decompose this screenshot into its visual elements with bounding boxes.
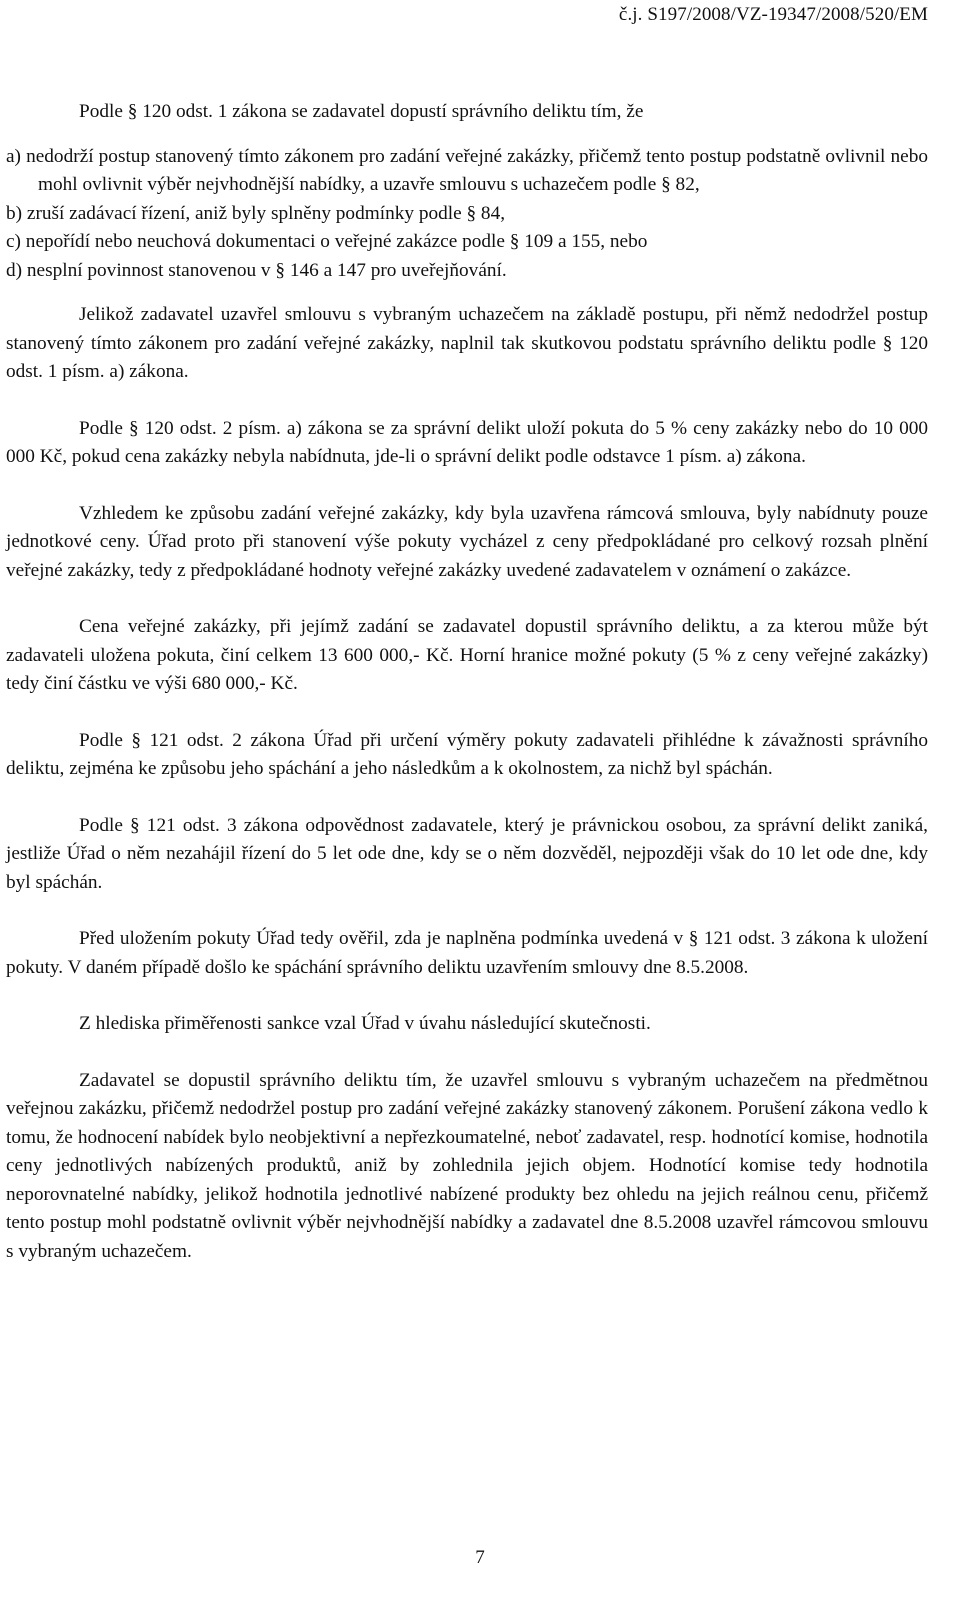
offense-list xyxy=(6,143,928,286)
paragraph-fine-rule: Podle § 120 odst. 2 písm. a) zákona se za správní delikt uloží pokuta do 5 % ceny zakázky nebo do 10 000 000 Kč, pokud cena zakázky nebyla nabídnuta, jde-li o správní delikt podle odstavce 1 písm. a) zákona. xyxy=(6,417,928,467)
list-item-a: a) nedodrží postup stanovený tímto zákonem pro zadání veřejné zakázky, přičemž tento postup podstatně ovlivnil nebo mohl ovlivnit výběr nejvhodnější nabídky, a uzavře smlouvu s uchazečem podle § 82, xyxy=(6,145,928,195)
intro-paragraph: Podle § 120 odst. 1 zákona se zadavatel dopustí správního deliktu tím, že xyxy=(79,101,644,122)
paragraph-offense-description: Zadavatel se dopustil správního deliktu tím, že uzavřel smlouvu s vybraným uchazečem na předmětnou veřejnou zakázku, přičemž nedodržel postup pro zadání veřejné zakázky stanovený zákonem. Porušení zákona vedlo k tomu, že hodnocení nabídek bylo neobjektivní a nepřezkoumatelné, neboť zadavatel, resp. hodnotící komise, hodnotila ceny jednotlivých nabízených produktů, aniž by zohlednila jejich objem. Hodnotící komise tedy hodnotila neporovnatelné nabídky, jelikož hodnotila jednotlivé nabízené produkty bez ohledu na jejich reálnou cenu, přičemž tento postup mohl podstatně ovlivnit výběr nejvhodnější nabídky a zadavatel dne 8.5.2008 uzavřel rámcovou smlouvu s vybraným uchazečem. xyxy=(6,1069,928,1262)
document-body xyxy=(6,98,928,1294)
paragraph-fine-assessment: Podle § 121 odst. 2 zákona Úřad při určení výměry pokuty zadavateli přihlédne k závažnosti správního deliktu, zejména ke způsobu jeho spáchání a jeho následkům a k okolnostem, za nichž byl spáchán. xyxy=(6,729,928,779)
list-item-c: c) nepořídí nebo neuchová dokumentaci o veřejné zakázce podle § 109 a 155, nebo xyxy=(6,231,648,252)
list-item-b: b) zruší zadávací řízení, aniž byly splněny podmínky podle § 84, xyxy=(6,202,506,224)
paragraph-contract-price: Cena veřejné zakázky, při jejímž zadání se zadavatel dopustil správního deliktu, a za kterou může být zadavateli uložena pokuta, činí celkem 13 600 000,- Kč. Horní hranice možné pokuty (5 % z ceny veřejné zakázky) tedy činí částku ve výši 680 000,- Kč. xyxy=(6,616,928,694)
paragraph-offense-conclusion: Jelikož zadavatel uzavřel smlouvu s vybraným uchazečem na základě postupu, při němž nedodržel postup stanovený tímto zákonem pro zadání veřejné zakázky, naplnil tak skutkovou podstatu správního deliktu podle § 120 odst. 1 písm. a) zákona. xyxy=(6,304,928,382)
paragraph-limitation-period: Podle § 121 odst. 3 zákona odpovědnost zadavatele, který je právnickou osobou, za správní delikt zaniká, jestliže Úřad o něm nezahájil řízení do 5 let ode dne, kdy se o něm dozvěděl, nejpozději však do 10 let ode dne, kdy byl spáchán. xyxy=(6,814,928,893)
paragraph-proportionality: Z hlediska přiměřenosti sankce vzal Úřad v úvahu následující skutečnosti. xyxy=(79,1013,651,1034)
list-item-d: d) nesplní povinnost stanovenou v § 146 a 147 pro uveřejňování. xyxy=(6,259,507,281)
paragraph-condition-verified: Před uložením pokuty Úřad tedy ověřil, zda je naplněna podmínka uvedená v § 121 odst. 3 zákona k uložení pokuty. V daném případě došlo ke spáchání správního deliktu uzavřením smlouvy dne 8.5.2008. xyxy=(6,928,928,978)
page-number: 7 xyxy=(475,1547,485,1568)
paragraph-framework-agreement: Vzhledem ke způsobu zadání veřejné zakázky, kdy byla uzavřena rámcová smlouva, byly nabídnuty pouze jednotkové ceny. Úřad proto při stanovení výše pokuty vycházel z ceny předpokládané pro celkový rozsah plnění veřejné zakázky, tedy z předpokládané hodnoty veřejné zakázky uvedené zadavatelem v oznámení o zakázce. xyxy=(6,502,928,581)
document-reference-number: č.j. S197/2008/VZ-19347/2008/520/EM xyxy=(618,4,928,25)
